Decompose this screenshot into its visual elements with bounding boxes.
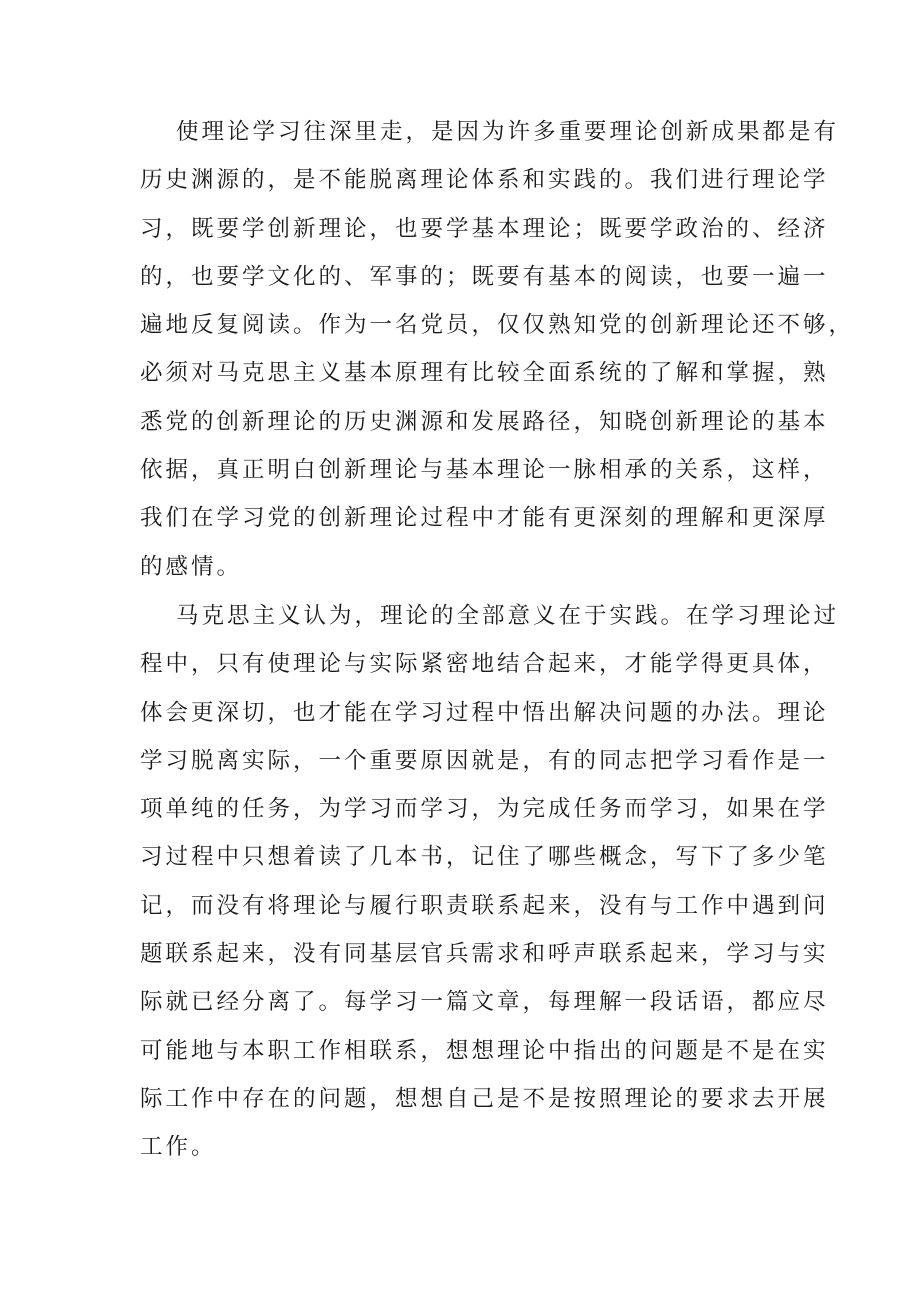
paragraph-line: 际就已经分离了。每学习一篇文章，每理解一段话语，都应尽: [140, 989, 829, 1016]
paragraph-line: 记，而没有将理论与履行职责联系起来，没有与工作中遇到问: [140, 892, 829, 919]
paragraph-line: 的，也要学文化的、军事的；既要有基本的阅读，也要一遍一: [140, 263, 829, 290]
paragraph-line: 程中，只有使理论与实际紧密地结合起来，才能学得更具体，: [140, 651, 829, 678]
paragraph-line: 遍地反复阅读。作为一名党员，仅仅熟知党的创新理论还不够，: [140, 312, 855, 339]
paragraph-line: 的感情。: [140, 553, 243, 580]
paragraph-line: 必须对马克思主义基本原理有比较全面系统的了解和掌握，熟: [140, 360, 829, 387]
paragraph-line: 学习脱离实际，一个重要原因就是，有的同志把学习看作是一: [140, 747, 829, 774]
paragraph-line: 工作。: [140, 1134, 217, 1161]
paragraph-line: 项单纯的任务，为学习而学习，为完成任务而学习，如果在学: [140, 796, 829, 823]
paragraph-line: 依据，真正明白创新理论与基本理论一脉相承的关系，这样，: [140, 457, 829, 484]
paragraph-line: 习过程中只想着读了几本书，记住了哪些概念，写下了多少笔: [140, 844, 829, 871]
paragraph-line: 马克思主义认为，理论的全部意义在于实践。在学习理论过: [176, 603, 840, 629]
paragraph-line: 我们在学习党的创新理论过程中才能有更深刻的理解和更深厚: [140, 505, 829, 532]
paragraph-line: 习，既要学创新理论，也要学基本理论；既要学政治的、经济: [140, 215, 829, 242]
paragraph-line: 题联系起来，没有同基层官兵需求和呼声联系起来，学习与实: [140, 941, 829, 968]
paragraph-1: [140, 108, 855, 591]
paragraph-line: 悉党的创新理论的历史渊源和发展路径，知晓创新理论的基本: [140, 408, 829, 435]
paragraph-line: 可能地与本职工作相联系，想想理论中指出的问题是不是在实: [140, 1037, 829, 1064]
paragraph-line: 体会更深切，也才能在学习过程中悟出解决问题的办法。理论: [140, 699, 829, 726]
paragraph-2: [140, 592, 840, 1172]
paragraph-line: 历史渊源的，是不能脱离理论体系和实践的。我们进行理论学: [140, 167, 829, 194]
paragraph-line: 际工作中存在的问题，想想自己是不是按照理论的要求去开展: [140, 1085, 829, 1112]
paragraph-line: 使理论学习往深里走，是因为许多重要理论创新成果都是有: [176, 119, 840, 145]
